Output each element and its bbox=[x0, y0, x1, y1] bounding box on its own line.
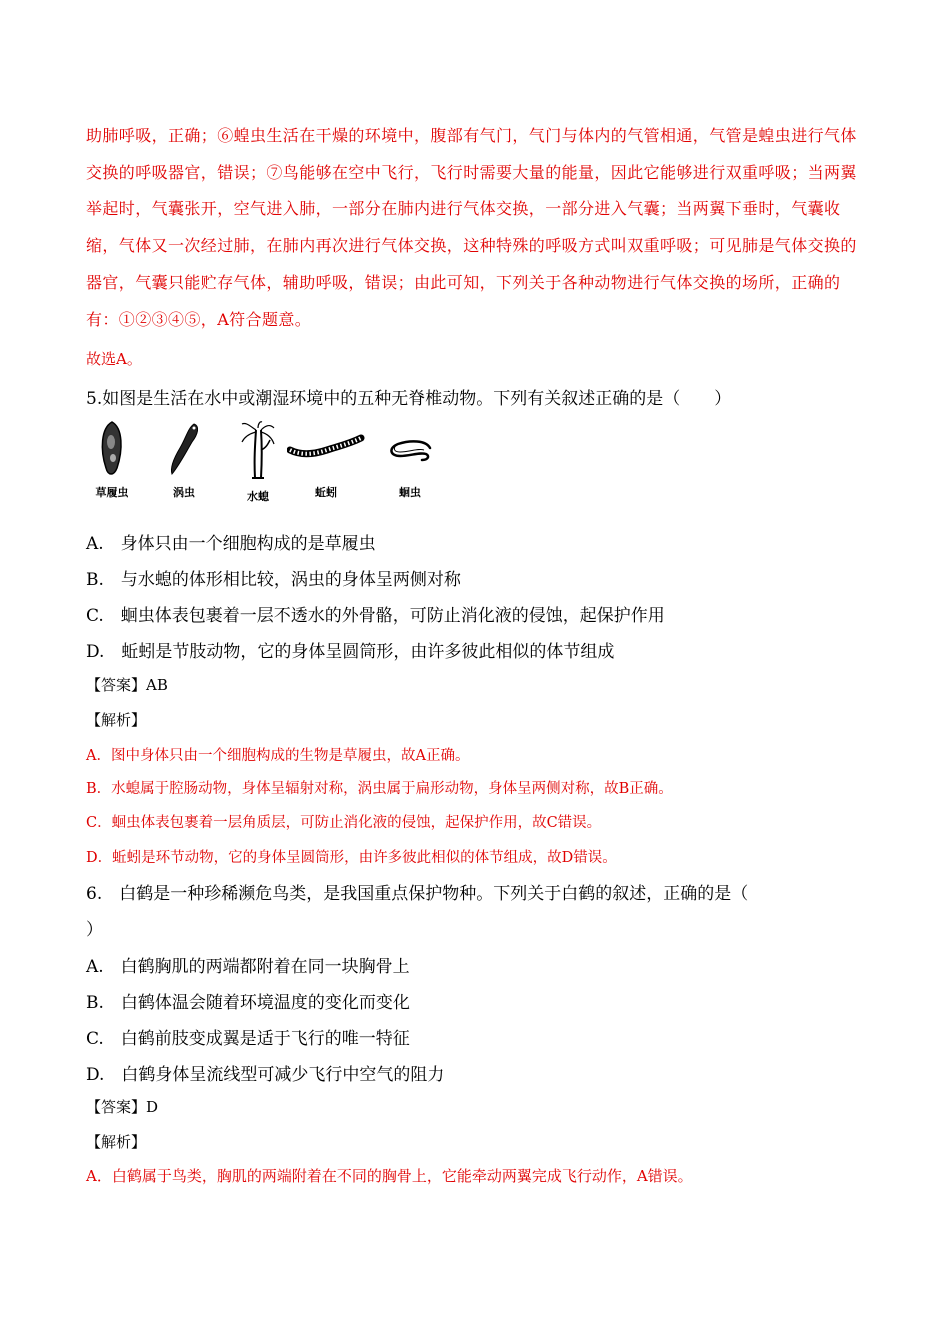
hydra-icon bbox=[238, 420, 278, 482]
roundworm-icon bbox=[386, 420, 434, 478]
figure-label-hydra: 水螅 bbox=[247, 490, 269, 503]
q6-stem: 6. 白鹤是一种珍稀濒危鸟类，是我国重点保护物种。下列关于白鹤的叙述，正确的是（ bbox=[86, 884, 749, 904]
q5-option-d: D. 蚯蚓是节肢动物，它的身体呈圆筒形，由许多彼此相似的体节组成 bbox=[86, 642, 615, 662]
q5-option-b: B. 与水螅的体形相比较，涡虫的身体呈两侧对称 bbox=[86, 570, 461, 590]
q6-stem-end: ） bbox=[86, 920, 103, 940]
figure-label-paramecium: 草履虫 bbox=[95, 486, 129, 499]
figure-roundworm bbox=[382, 420, 438, 500]
q5-stem: 5.如图是生活在水中或潮湿环境中的五种无脊椎动物。下列有关叙述正确的是（ ） bbox=[86, 389, 732, 409]
figure-hydra bbox=[232, 420, 284, 504]
figure-planarian bbox=[158, 420, 210, 500]
q6-answer: 【答案】D bbox=[86, 1098, 159, 1116]
q5-analysis-b: B．水螅属于腔肠动物，身体呈辐射对称，涡虫属于扁形动物，身体呈两侧对称，故B正确。 bbox=[86, 781, 673, 797]
figure-paramecium bbox=[86, 420, 138, 500]
q5-figure bbox=[86, 420, 446, 515]
q5-analysis-title: 【解析】 bbox=[86, 711, 147, 729]
q6-option-a: A. 白鹤胸肌的两端都附着在同一块胸骨上 bbox=[86, 957, 410, 977]
paramecium-icon bbox=[99, 420, 125, 478]
prev-explanation: 助肺呼吸，正确；⑥蝗虫生活在干燥的环境中，腹部有气门，气门与体内的气管相通，气管是蝗虫进行气体交换的呼吸器官，错误；⑦鸟能够在空中飞行，飞行时需要大量的能量，因此它能够进行双重呼吸；当两翼举起时，气囊张开，空气进入肺，一部分在肺内进行气体交换，一部分进入气囊；当两翼下垂时，气囊收缩，气体又一次经过肺，在肺内再次进行气体交换，这种特殊的呼吸方式叫双重呼吸；可见肺是气体交换的器官，气囊只能贮存气体，辅助呼吸，错误；由此可知，下列关于各种动物进行气体交换的场所，正确的有：①②③④⑤，A符合题意。 bbox=[86, 126, 857, 329]
planarian-icon bbox=[164, 420, 204, 478]
figure-label-roundworm: 蛔虫 bbox=[399, 486, 421, 499]
q6-option-b: B. 白鹤体温会随着环境温度的变化而变化 bbox=[86, 993, 410, 1013]
figure-label-earthworm: 蚯蚓 bbox=[315, 486, 337, 499]
prev-conclusion: 故选A。 bbox=[86, 350, 142, 368]
earthworm-icon bbox=[287, 420, 365, 478]
figure-earthworm bbox=[286, 420, 366, 500]
q6-option-d: D. 白鹤身体呈流线型可减少飞行中空气的阻力 bbox=[86, 1065, 445, 1085]
q5-option-c: C. 蛔虫体表包裹着一层不透水的外骨骼，可防止消化液的侵蚀，起保护作用 bbox=[86, 606, 665, 626]
q5-analysis-c: C．蛔虫体表包裹着一层角质层，可防止消化液的侵蚀，起保护作用，故C错误。 bbox=[86, 815, 602, 831]
figure-label-planarian: 涡虫 bbox=[173, 486, 195, 499]
q5-option-a: A. 身体只由一个细胞构成的是草履虫 bbox=[86, 534, 376, 554]
q5-answer: 【答案】AB bbox=[86, 676, 168, 694]
q6-option-c: C. 白鹤前肢变成翼是适于飞行的唯一特征 bbox=[86, 1029, 410, 1049]
q6-analysis-a: A．白鹤属于鸟类，胸肌的两端附着在不同的胸骨上，它能牵动两翼完成飞行动作，A错误。 bbox=[86, 1167, 693, 1185]
q5-analysis-a: A．图中身体只由一个细胞构成的生物是草履虫，故A正确。 bbox=[86, 748, 470, 764]
q6-analysis-title: 【解析】 bbox=[86, 1133, 147, 1151]
q5-analysis-d: D．蚯蚓是环节动物，它的身体呈圆筒形，由许多彼此相似的体节组成，故D错误。 bbox=[86, 850, 617, 866]
